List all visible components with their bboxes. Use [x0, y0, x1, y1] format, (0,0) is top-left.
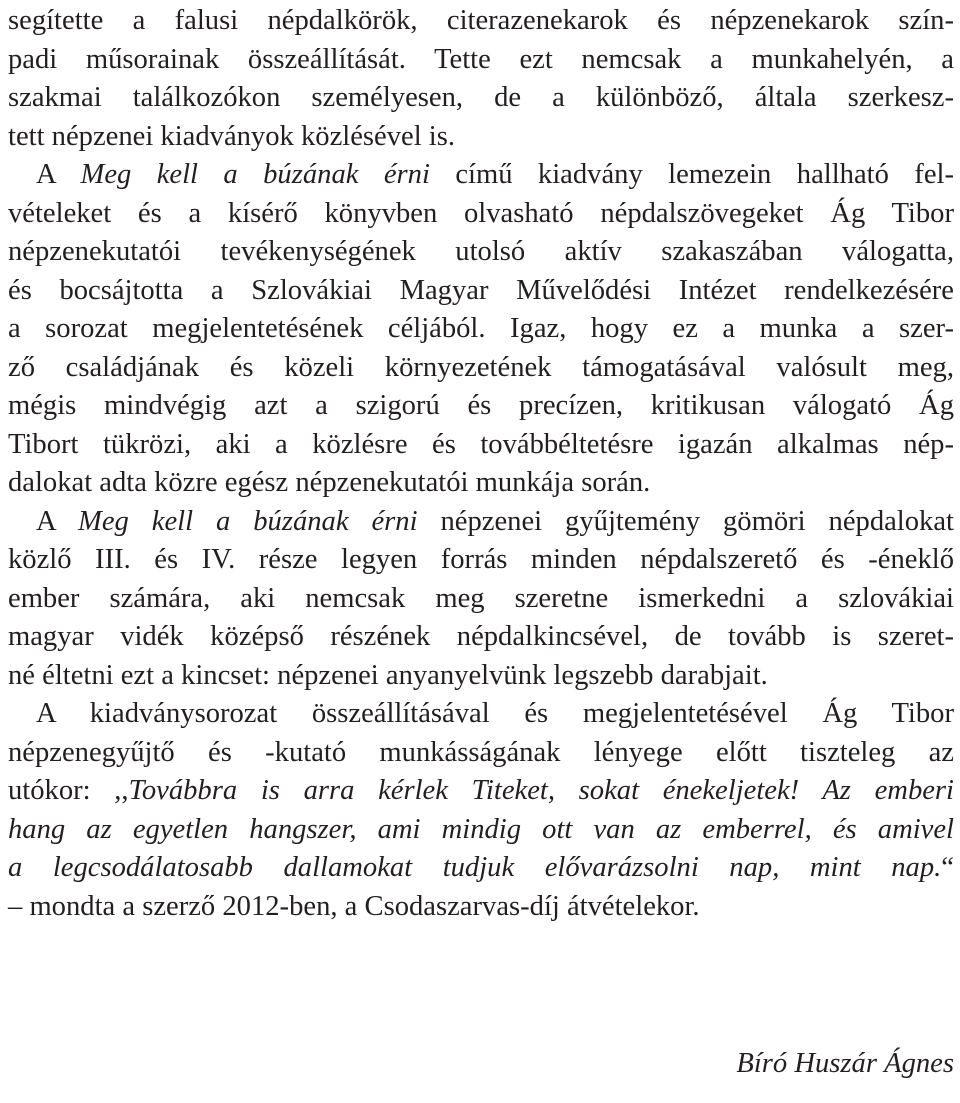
text-run: dalokat adta közre egész népzenekutatói munkája során. [8, 467, 651, 498]
text-line [8, 693, 954, 735]
text-run: padi műsorainak összeállítását. Tette ezt nemcsak a munkahelyén, a [8, 43, 954, 75]
text-run: – mondta a szerző 2012-ben, a Csodaszarvas-díj átvételekor. [8, 890, 700, 922]
text-run: vételeket és a kísérő könyvben olvasható népdalszövegeket Ág Tibor [8, 197, 954, 229]
text-line [8, 0, 954, 42]
text-run: magyar vidék középső részének népdalkincsével, de tovább is szeret- [8, 621, 954, 652]
text-run: népzenegyűjtő és -kutató munkásságának lényege előtt tiszteleg az [8, 736, 954, 768]
text-run: Tibort tükrözi, aki a közlésre és továbbéltetésre igazán alkalmas nép- [8, 428, 954, 460]
text-run: című kiadvány lemezein hallható fel- [429, 159, 954, 190]
text-line [8, 385, 954, 427]
text-line [8, 462, 954, 504]
text-line [8, 655, 954, 697]
text-run: tett népzenei kiadványok közlésével is. [8, 120, 456, 152]
text-line [8, 886, 954, 928]
text-run: szakmai találkozókon személyesen, de a különböző, általa szerkesz- [8, 82, 954, 113]
text-line [8, 231, 954, 273]
author-signature: Bíró Huszár Ágnes [736, 1048, 954, 1079]
text-run: “ [941, 852, 954, 883]
quote-run: Továbbra is arra kérlek Titeket, sokat énekeljetek! Az emberi [128, 775, 955, 806]
text-line [8, 539, 954, 581]
text-run: utókor: ,, [8, 775, 129, 806]
book-title-run: Meg kell a búzának érni [80, 159, 430, 190]
text-run: A kiadványsorozat összeállításával és megjelentetésével Ág Tibor [36, 698, 954, 729]
text-run: ző családjának és közeli környezetének támogatásával valósult meg, [8, 351, 954, 383]
text-line [8, 193, 954, 235]
text-run: ember számára, aki nemcsak meg szeretne ismerkedni a szlovákiai [8, 582, 954, 614]
text-line [8, 616, 954, 658]
text-run: közlő III. és IV. része legyen forrás minden népdalszerető és -éneklő [8, 544, 954, 575]
text-run: A [36, 159, 81, 190]
text-run: né éltetni ezt a kincset: népzenei anyanyelvünk legszebb darabjait. [8, 659, 768, 691]
text-run: A [36, 505, 79, 537]
text-line [8, 424, 954, 466]
text-line [8, 39, 954, 81]
text-line [8, 809, 954, 851]
text-line [8, 116, 954, 158]
quote-run: hang az egyetlen hangszer, ami mindig ott van az emberrel, és amivel [8, 813, 954, 845]
text-run: segítette a falusi népdalkörök, citerazenekarok és népzenekarok szín- [8, 5, 954, 36]
text-line [8, 270, 954, 312]
quote-run: a legcsodálatosabb dallamokat tudjuk elővarázsolni nap, mint nap. [8, 852, 942, 883]
text-line [8, 77, 954, 119]
text-run: népzenekutatói tevékenységének utolsó aktív szakaszában válogatta, [8, 236, 954, 267]
text-line [8, 732, 954, 774]
text-run: és bocsájtotta a Szlovákiai Magyar Művelődési Intézet rendelkezésére [8, 274, 954, 306]
text-line [8, 308, 954, 350]
text-line [8, 347, 954, 389]
text-run: népzenei gyűjtemény gömöri népdalokat [417, 505, 954, 537]
text-line [8, 501, 954, 543]
book-title-run: Meg kell a búzának érni [78, 505, 418, 537]
text-run: a sorozat megjelentetésének céljából. Igaz, hogy ez a munka a szer- [8, 313, 954, 344]
text-line [8, 770, 954, 812]
text-line [8, 154, 954, 196]
text-run: mégis mindvégig azt a szigorú és precízen, kritikusan válogató Ág [8, 390, 954, 421]
text-line [8, 578, 954, 620]
text-line [8, 847, 954, 889]
